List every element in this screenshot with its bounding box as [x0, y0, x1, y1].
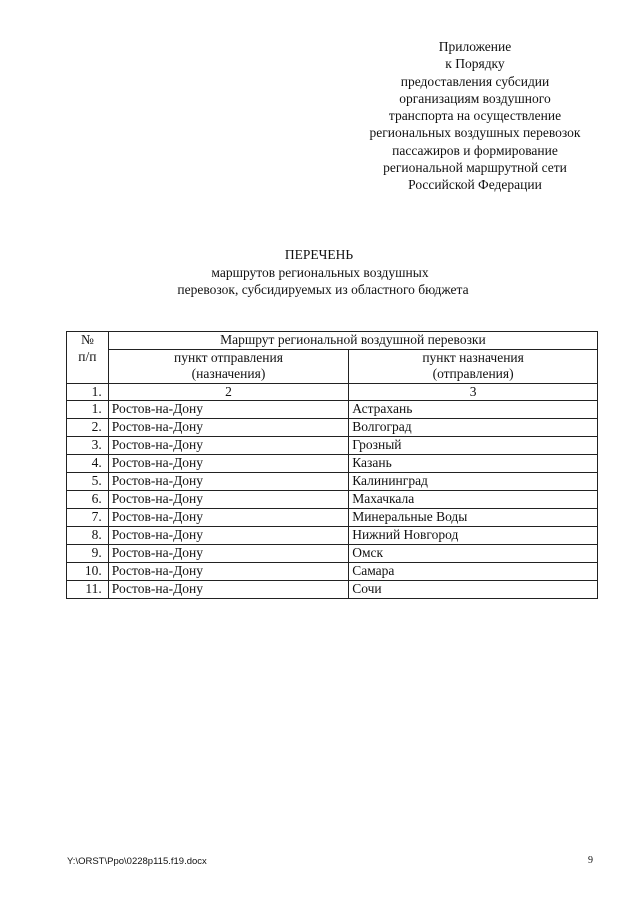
- route-column-header: Маршрут региональной воздушной перевозки: [108, 332, 597, 350]
- row-number: 3.: [67, 437, 109, 455]
- appendix-header: [345, 38, 605, 194]
- table-header-row: [67, 332, 598, 350]
- title-subtitle-line2: перевозок, субсидируемых из областного бюджета: [177, 282, 469, 297]
- departure-point: Ростов-на-Дону: [108, 491, 348, 509]
- destination-point: Казань: [349, 455, 598, 473]
- table-row: [67, 581, 598, 599]
- table-row: [67, 401, 598, 419]
- title-heading: ПЕРЕЧЕНЬ: [284, 247, 354, 262]
- table-row: [67, 455, 598, 473]
- table-row: [67, 419, 598, 437]
- number-column-header: [67, 332, 109, 384]
- destination-point: Нижний Новгород: [349, 527, 598, 545]
- departure-point: Ростов-на-Дону: [108, 437, 348, 455]
- table-row: [67, 527, 598, 545]
- row-number: 10.: [67, 563, 109, 581]
- departure-point: Ростов-на-Дону: [108, 509, 348, 527]
- destination-point: Махачкала: [349, 491, 598, 509]
- destination-point: Волгоград: [349, 419, 598, 437]
- departure-point: Ростов-на-Дону: [108, 419, 348, 437]
- destination-point: Минеральные Воды: [349, 509, 598, 527]
- table-row: [67, 437, 598, 455]
- to-column-header: [349, 349, 598, 383]
- row-number: 1.: [67, 401, 109, 419]
- departure-point: Ростов-на-Дону: [108, 563, 348, 581]
- appendix-line: транспорта на осуществление: [388, 108, 562, 124]
- column-number-1: 1.: [67, 383, 109, 401]
- from-header-line1: пункт отправления: [174, 349, 283, 365]
- destination-point: Самара: [349, 563, 598, 581]
- routes-table: [66, 331, 598, 599]
- from-column-header: [108, 349, 348, 383]
- from-header-line2: (назначения): [191, 366, 266, 381]
- row-number: 4.: [67, 455, 109, 473]
- appendix-line: региональной маршрутной сети: [383, 160, 567, 176]
- appendix-line: к Порядку: [445, 56, 505, 72]
- footer-file-path: Y:\ORST\Ppo\0228p115.f19.docx: [67, 856, 207, 867]
- table-row: [67, 563, 598, 581]
- destination-point: Омск: [349, 545, 598, 563]
- departure-point: Ростов-на-Дону: [108, 581, 348, 599]
- column-number-row: [67, 383, 598, 401]
- table-row: [67, 491, 598, 509]
- departure-point: Ростов-на-Дону: [108, 473, 348, 491]
- table-row: [67, 545, 598, 563]
- to-header-line1: пункт назначения: [422, 349, 524, 365]
- appendix-line: Приложение: [438, 39, 512, 54]
- routes-table-body: [67, 401, 598, 599]
- appendix-line: Российской Федерации: [408, 177, 542, 193]
- table-row: [67, 473, 598, 491]
- appendix-line: региональных воздушных перевозок: [369, 125, 581, 141]
- number-header-abbr: п/п: [78, 348, 97, 364]
- column-number-2: 2: [108, 383, 348, 401]
- departure-point: Ростов-на-Дону: [108, 401, 348, 419]
- appendix-line: организациям воздушного: [399, 90, 551, 106]
- destination-point: Калининград: [349, 473, 598, 491]
- row-number: 7.: [67, 509, 109, 527]
- title-subtitle-line1: маршрутов региональных воздушных: [211, 264, 429, 280]
- number-header-symbol: №: [80, 332, 94, 347]
- appendix-line: пассажиров и формирование: [392, 142, 558, 158]
- footer-page-number: 9: [588, 855, 593, 866]
- document-title: [0, 246, 640, 299]
- appendix-line: предоставления субсидии: [400, 73, 550, 89]
- row-number: 8.: [67, 527, 109, 545]
- destination-point: Астрахань: [349, 401, 598, 419]
- destination-point: Сочи: [349, 581, 598, 599]
- row-number: 6.: [67, 491, 109, 509]
- row-number: 2.: [67, 419, 109, 437]
- departure-point: Ростов-на-Дону: [108, 545, 348, 563]
- departure-point: Ростов-на-Дону: [108, 455, 348, 473]
- row-number: 9.: [67, 545, 109, 563]
- to-header-line2: (отправления): [432, 366, 514, 381]
- row-number: 5.: [67, 473, 109, 491]
- table-subheader-row: [67, 349, 598, 383]
- row-number: 11.: [67, 581, 109, 599]
- column-number-3: 3: [349, 383, 598, 401]
- departure-point: Ростов-на-Дону: [108, 527, 348, 545]
- table-row: [67, 509, 598, 527]
- destination-point: Грозный: [349, 437, 598, 455]
